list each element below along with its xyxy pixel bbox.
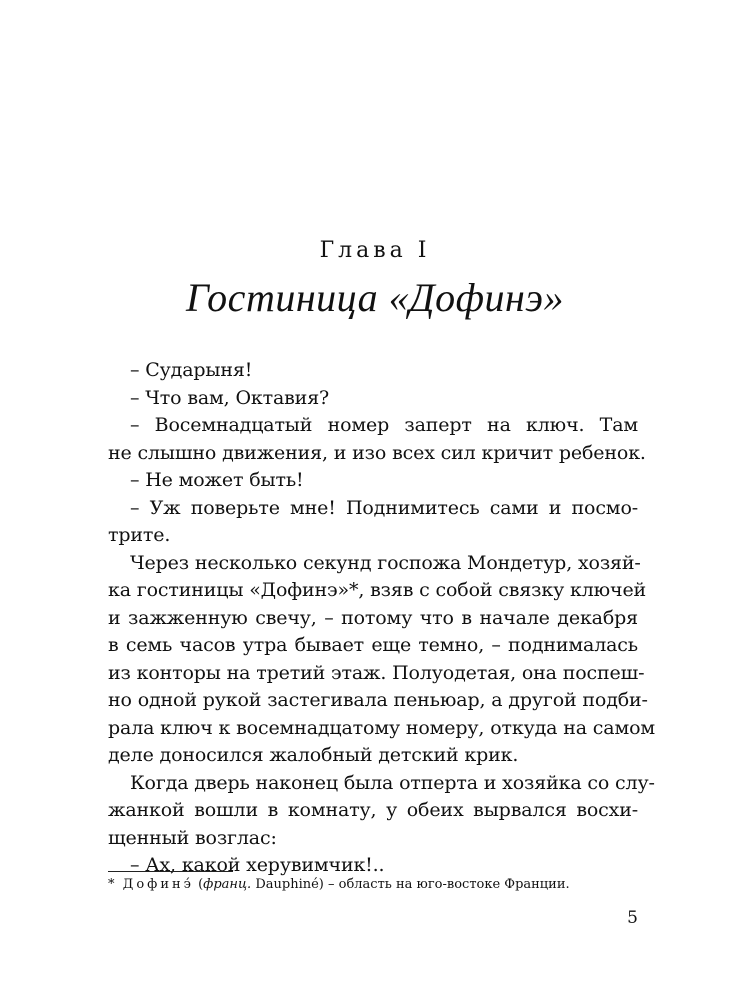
text-line: из конторы на третий этаж. Полуодетая, она поспеш- bbox=[108, 661, 645, 684]
text-line: Когда дверь наконец была отперта и хозяйка со слу- bbox=[130, 771, 655, 794]
text-line: не слышно движения, и изо всех сил кричит ребенок. bbox=[108, 441, 646, 464]
text-line: – Не может быть! bbox=[130, 469, 304, 491]
text-line: – Уж поверьте мне! Поднимитесь сами и посмо- bbox=[130, 496, 638, 519]
footnote-original: Dauphiné bbox=[255, 877, 319, 892]
text-line: жанкой вошли в комнату, у обеих вырвался восхи- bbox=[108, 799, 638, 821]
footnote-text: – область на юго-востоке Франции. bbox=[328, 877, 570, 892]
text-line: и зажженную свечу, – потому что в начале декабря bbox=[108, 606, 638, 629]
text-line: рала ключ к восемнадцатому номеру, откуда на самом bbox=[108, 716, 656, 739]
text-line: деле доносился жалобный детский крик. bbox=[108, 744, 519, 766]
chapter-heading: Глава I bbox=[319, 238, 431, 263]
text-line: щенный возглас: bbox=[108, 826, 277, 849]
footnote-language: франц. bbox=[203, 877, 252, 892]
text-line: – Восемнадцатый номер заперт на ключ. Там bbox=[130, 414, 638, 436]
text-line: в семь часов утра бывает еще темно, – поднималась bbox=[108, 634, 638, 656]
text-line: трите. bbox=[108, 524, 171, 546]
text-line: – Ах, какой херувимчик!.. bbox=[130, 854, 385, 876]
footnote-marker: * bbox=[108, 877, 115, 892]
footnote-term: Дофинэ́ bbox=[122, 877, 194, 892]
page-number: 5 bbox=[627, 908, 638, 928]
text-line: ка гостиницы «Дофинэ»*, взяв с собой связку ключей bbox=[108, 579, 647, 601]
footnote: * Дофинэ́ (франц. Dauphiné) – область на юго-востоке Франции. bbox=[108, 877, 570, 892]
body-text bbox=[108, 357, 656, 880]
text-line: но одной рукой застегивала пеньюар, а другой подби- bbox=[108, 689, 648, 711]
chapter-title: Гостиница «Дофинэ» bbox=[186, 275, 564, 320]
text-line: – Сударыня! bbox=[130, 359, 253, 381]
text-line: – Что вам, Октавия? bbox=[130, 386, 330, 409]
text-line: Через несколько секунд госпожа Мондетур, хозяй- bbox=[130, 551, 641, 574]
footnote-divider bbox=[108, 871, 233, 872]
